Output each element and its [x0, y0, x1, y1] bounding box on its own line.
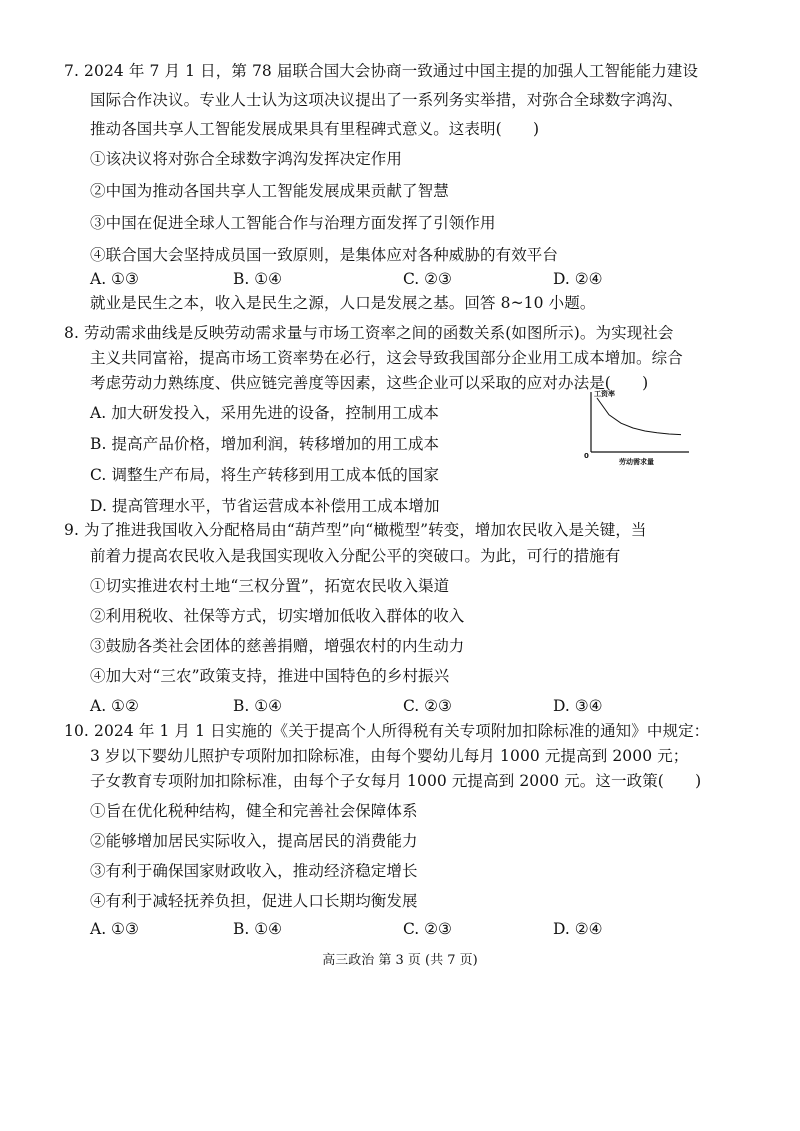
choice-b[interactable]: B. ①④	[233, 270, 283, 288]
question-8-option-d[interactable]: D. 提高管理水平，节省运营成本补偿用工成本增加	[90, 497, 440, 515]
y-axis-label: 工资率	[594, 390, 615, 398]
choice-c[interactable]: C. ②③	[403, 920, 452, 938]
question-9-option: ①切实推进农村土地“三权分置”，拓宽农民收入渠道	[90, 577, 450, 595]
question-10-option: ③有利于确保国家财政收入，推动经济稳定增长	[90, 862, 418, 880]
question-10-option: ②能够增加居民实际收入，提高居民的消费能力	[90, 832, 418, 850]
question-7-option: ①该决议将对弥合全球数字鸿沟发挥决定作用	[90, 150, 403, 168]
question-7-option: ④联合国大会坚持成员国一致原则，是集体应对各种威胁的有效平台	[90, 246, 559, 264]
question-7-stem-line: 7. 2024 年 7 月 1 日，第 78 届联合国大会协商一致通过中国主提的加强人工智能能力建设	[64, 62, 699, 80]
question-8-stem-line: 主义共同富裕，提高市场工资率势在必行，这会导致我国部分企业用工成本增加。综合	[90, 349, 683, 367]
question-8-stem-line: 8. 劳动需求曲线是反映劳动需求量与市场工资率之间的函数关系(如图所示)。为实现社会	[64, 324, 674, 342]
question-7-stem-line: 国际合作决议。专业人士认为这项决议提出了一系列务实举措，对弥合全球数字鸿沟、	[90, 91, 683, 109]
question-8-option-a[interactable]: A. 加大研发投入，采用先进的设备，控制用工成本	[90, 404, 439, 422]
section-intro: 就业是民生之本，收入是民生之源，人口是发展之基。回答 8~10 小题。	[90, 294, 596, 312]
choice-b[interactable]: B. ①④	[233, 920, 283, 938]
choice-d[interactable]: D. ③④	[553, 697, 603, 715]
question-9-stem-line: 前着力提高农民收入是我国实现收入分配公平的突破口。为此，可行的措施有	[90, 547, 621, 565]
question-10-option: ①旨在优化税种结构，健全和完善社会保障体系	[90, 802, 418, 820]
x-axis-label: 劳动需求量	[619, 458, 654, 466]
choice-c[interactable]: C. ②③	[403, 270, 452, 288]
question-9-option: ②利用税收、社保等方式，切实增加低收入群体的收入	[90, 607, 465, 625]
question-9-option: ④加大对“三农”政策支持，推进中国特色的乡村振兴	[90, 667, 450, 685]
question-9-stem-line: 9. 为了推进我国收入分配格局由“葫芦型”向“橄榄型”转变，增加农民收入是关键，当	[64, 521, 647, 539]
question-7-stem-line: 推动各国共享人工智能发展成果具有里程碑式意义。这表明( )	[90, 120, 540, 138]
demand-curve	[597, 398, 681, 435]
choice-d[interactable]: D. ②④	[553, 920, 603, 938]
question-7-option: ③中国在促进全球人工智能合作与治理方面发挥了引领作用	[90, 214, 496, 232]
question-10-stem-line: 3 岁以下婴幼儿照护专项附加扣除标准，由每个婴幼儿每月 1000 元提高到 2000 元；	[90, 747, 689, 765]
page-footer: 高三政治 第 3 页 (共 7 页)	[322, 953, 478, 968]
choice-a[interactable]: A. ①③	[90, 920, 139, 938]
question-10-option: ④有利于减轻抚养负担，促进人口长期均衡发展	[90, 892, 418, 910]
choice-c[interactable]: C. ②③	[403, 697, 452, 715]
choice-d[interactable]: D. ②④	[553, 270, 603, 288]
choice-b[interactable]: B. ①④	[233, 697, 283, 715]
question-8-stem-line: 考虑劳动力熟练度、供应链完善度等因素，这些企业可以采取的应对办法是( )	[90, 374, 649, 392]
question-8-option-b[interactable]: B. 提高产品价格，增加利润，转移增加的用工成本	[90, 435, 440, 453]
question-7-option: ②中国为推动各国共享人工智能发展成果贡献了智慧	[90, 182, 449, 200]
question-9-option: ③鼓励各类社会团体的慈善捐赠，增强农村的内生动力	[90, 637, 465, 655]
labor-demand-chart	[577, 384, 697, 470]
choice-a[interactable]: A. ①③	[90, 270, 139, 288]
origin-label: 0	[584, 452, 589, 460]
question-10-stem-line: 10. 2024 年 1 月 1 日实施的《关于提高个人所得税有关专项附加扣除标准的通知》中规定：	[64, 722, 710, 740]
question-8-option-c[interactable]: C. 调整生产布局，将生产转移到用工成本低的国家	[90, 466, 440, 484]
question-10-stem-line: 子女教育专项附加扣除标准，由每个子女每月 1000 元提高到 2000 元。这一政策( )	[90, 772, 702, 790]
choice-a[interactable]: A. ①②	[90, 697, 139, 715]
